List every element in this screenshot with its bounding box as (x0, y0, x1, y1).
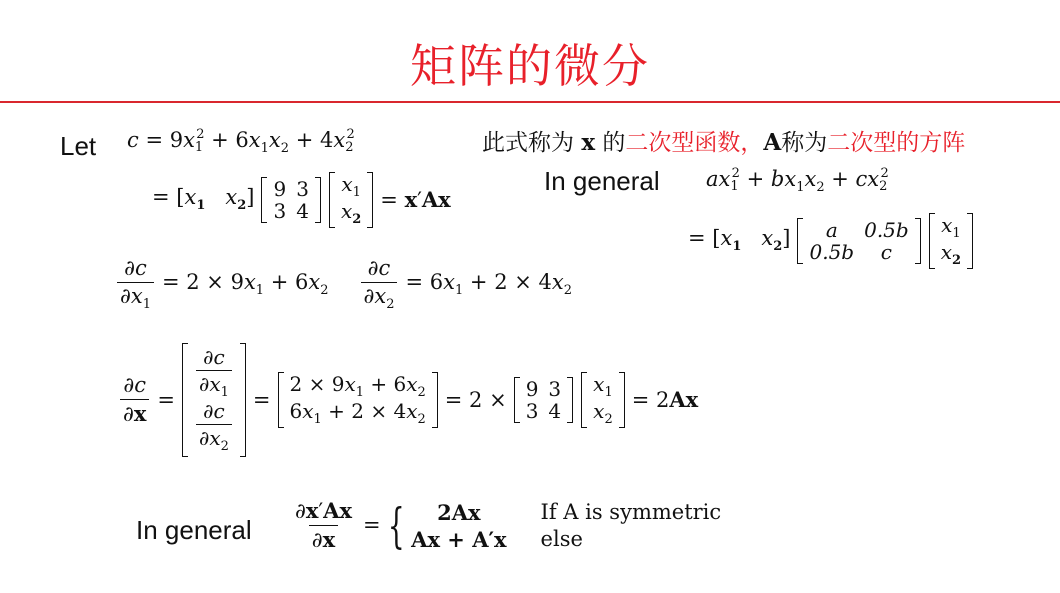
general-matrix-form: = [$x_1$ $x_2$] a 0.5b 0.5b c $x_1$ $x_2$ (688, 213, 974, 269)
note-text-3: 称为 (781, 130, 828, 156)
case1-value: 2Ax (437, 499, 481, 525)
note-red-2: 二次型的方阵 (827, 130, 966, 156)
slide-title: 矩阵的微分 (410, 39, 650, 93)
gradient-equation: $\frac{\partial c}{\partial x}$ = $\frac{\partial c}{\partial x_1}$ $\frac{\partial c}{\partial x_2}$ = $2 \times 9x_1 + 6x_2$ $6x_1 + 2 \times 4x_2$ = 2 × 9 3 3 4 $x_1$ $x_2$ = 2Ax (118, 343, 698, 457)
c-definition: $c = 9x_1^2 + 6x_1x_2 + 4x_2^2$ (127, 127, 355, 157)
matrix-cell: 0.5b (809, 240, 855, 264)
matrix-cell: 3 (548, 377, 562, 401)
matrix-cell: c (880, 240, 892, 264)
matrix-cell: 4 (548, 399, 562, 423)
matrix-cell: 3 (296, 177, 309, 201)
in-general-label-1: In general (544, 166, 660, 196)
general-matrix (796, 218, 921, 264)
matrix-cell: a (825, 218, 838, 242)
note-red-1: 二次型函数， (625, 130, 764, 156)
general-quadratic: $ax_1^2 + bx_1x_2 + cx_2^2$ (706, 166, 889, 196)
cases-block (411, 499, 722, 552)
matrix-cell: 3 (273, 199, 287, 223)
case1-condition: If A is symmetric (540, 499, 722, 524)
case2-value: Ax + A′x (411, 526, 507, 552)
partial-derivatives: $\frac{\partial c}{\partial x_1}$ = $2 \times 9x_1 + 6x_2$ $\frac{\partial c}{\partial x_2}$ = $6x_1 + 2 \times 4x_2$ (115, 258, 572, 311)
matrix-cell: 4 (296, 199, 309, 223)
note-A: A (763, 129, 782, 156)
note-text-1: 此式称为 (482, 130, 574, 156)
left-brace: { (387, 497, 405, 554)
matrix-cell: 3 (525, 399, 539, 423)
in-general-label-2: In general (136, 515, 252, 545)
title-divider (0, 101, 1060, 103)
matrix-cell: 9 (525, 377, 539, 401)
general-derivative-rule: $\frac{\partial x'Ax}{\partial x}$ = { 2Ax If A is symmetric Ax + A′x else (295, 497, 722, 554)
matrix-cell: 0.5b (864, 218, 909, 242)
let-label: Let (60, 131, 97, 161)
note-text-2: 的 (602, 130, 626, 156)
note-x: x (581, 129, 596, 156)
coef-matrix (260, 177, 321, 223)
case2-condition: else (540, 526, 583, 551)
matrix-cell: 9 (273, 177, 287, 201)
quadratic-form-note (482, 124, 965, 157)
matrix-form-equation: = [$x_1$ $x_2$] 9 3 3 4 $x_1$ $x_2$ = x′Ax (152, 172, 451, 227)
